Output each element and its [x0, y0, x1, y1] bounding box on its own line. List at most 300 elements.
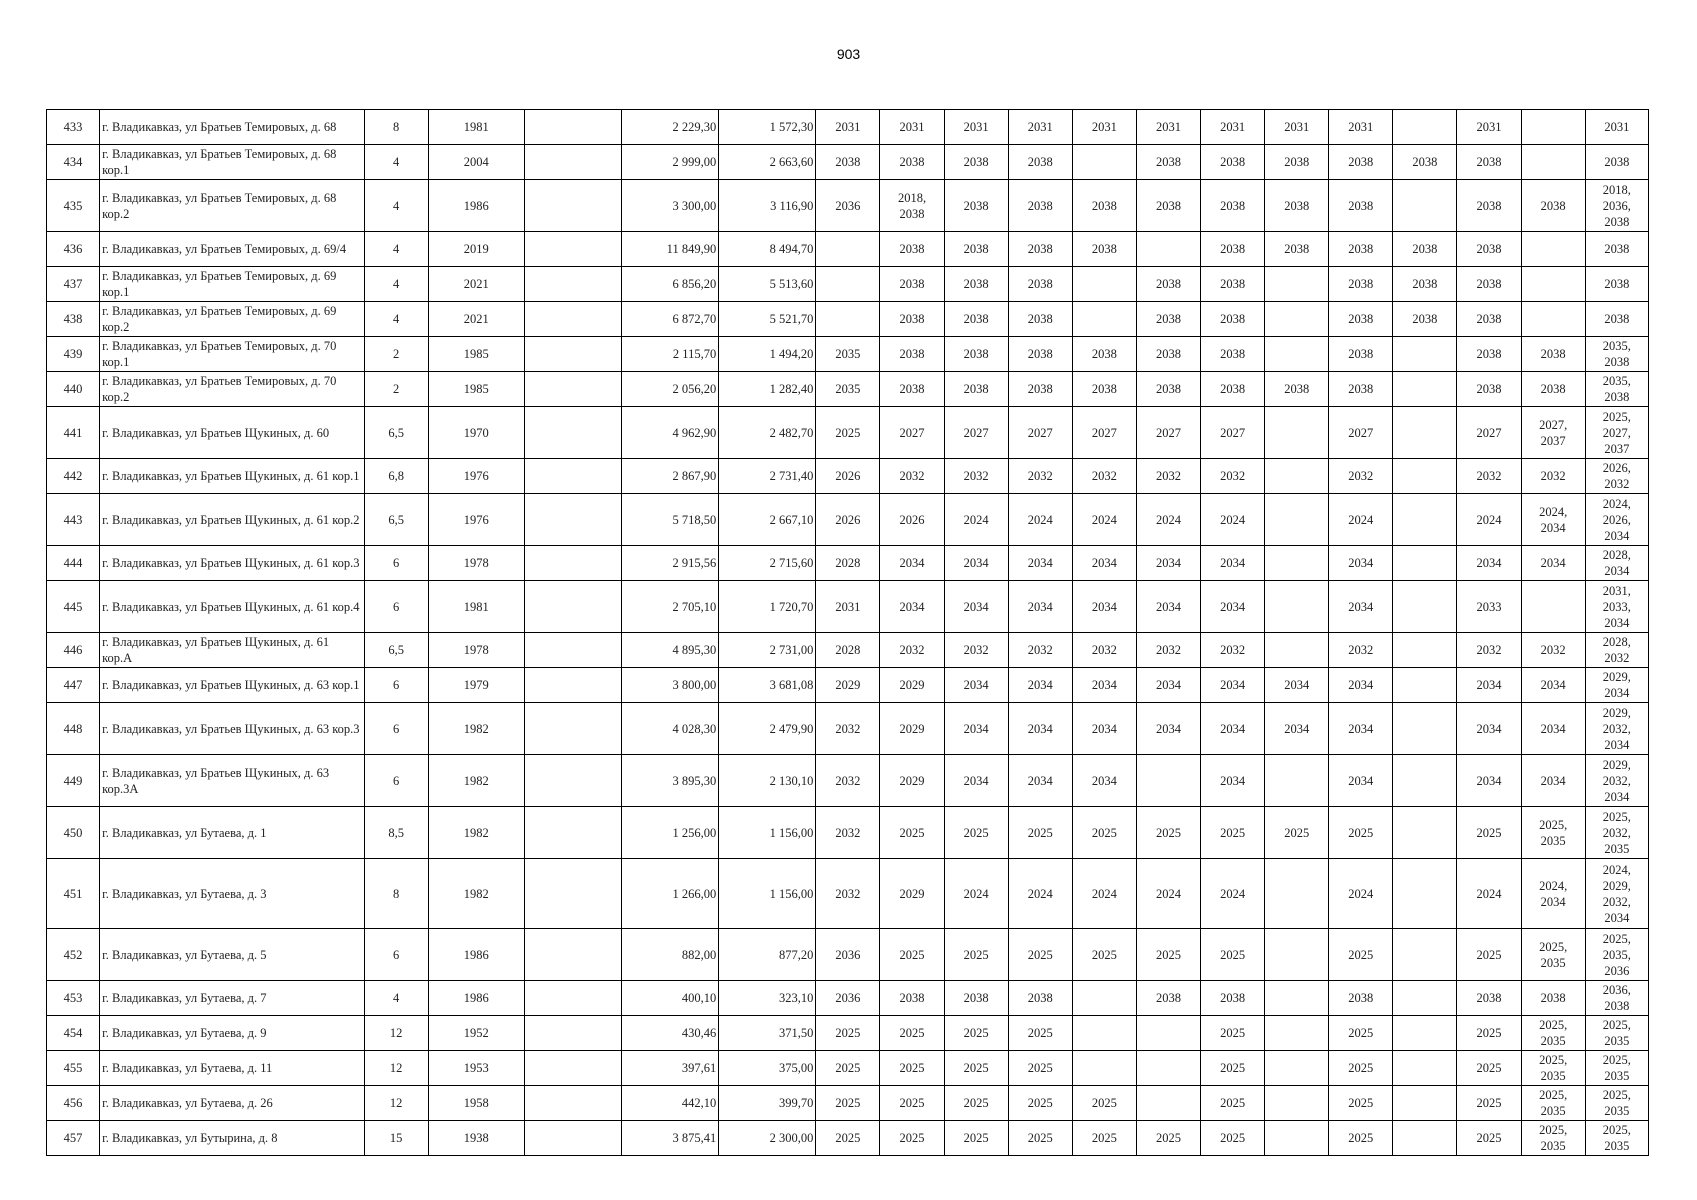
row-number-cell: 444 — [47, 546, 100, 581]
total-area-cell: 1 266,00 — [622, 859, 719, 929]
empty-cell — [524, 459, 621, 494]
repair-year-cell: 2031 — [1008, 110, 1072, 145]
total-area-cell: 397,61 — [622, 1051, 719, 1086]
row-number-cell: 455 — [47, 1051, 100, 1086]
repair-year-cell — [1393, 1086, 1457, 1121]
floors-cell: 6,8 — [364, 459, 428, 494]
living-area-cell: 399,70 — [719, 1086, 816, 1121]
empty-cell — [524, 145, 621, 180]
year-built-cell: 1938 — [428, 1121, 524, 1156]
repair-year-cell: 2032 — [816, 755, 880, 807]
repair-year-cell — [1136, 1051, 1200, 1086]
repair-year-cell: 2038 — [1136, 302, 1200, 337]
repair-year-cell: 2027 — [880, 407, 944, 459]
repair-year-cell: 2025, 2035 — [1585, 1121, 1648, 1156]
repair-year-cell: 2025 — [880, 807, 944, 859]
row-number-cell: 456 — [47, 1086, 100, 1121]
repair-year-cell: 2028, 2032 — [1585, 633, 1648, 668]
repair-year-cell: 2032 — [1008, 633, 1072, 668]
repair-year-cell: 2038 — [1329, 302, 1393, 337]
repair-year-cell — [1072, 145, 1136, 180]
living-area-cell: 3 116,90 — [719, 180, 816, 232]
repair-year-cell: 2031 — [1457, 110, 1521, 145]
repair-year-cell: 2034 — [1201, 755, 1265, 807]
repair-year-cell: 2025, 2035 — [1521, 929, 1585, 981]
total-area-cell: 3 895,30 — [622, 755, 719, 807]
repair-year-cell: 2031 — [1201, 110, 1265, 145]
repair-year-cell: 2024 — [1329, 859, 1393, 929]
total-area-cell: 2 229,30 — [622, 110, 719, 145]
floors-cell: 4 — [364, 180, 428, 232]
repair-year-cell — [1265, 302, 1329, 337]
repair-year-cell: 2034 — [1329, 755, 1393, 807]
repair-year-cell: 2025 — [816, 1051, 880, 1086]
floors-cell: 8 — [364, 110, 428, 145]
address-cell: г. Владикавказ, ул Бутаева, д. 9 — [100, 1016, 364, 1051]
repair-year-cell: 2038 — [880, 232, 944, 267]
repair-year-cell: 2029 — [880, 859, 944, 929]
total-area-cell: 11 849,90 — [622, 232, 719, 267]
address-cell: г. Владикавказ, ул Братьев Щукиных, д. 63 кор.3 — [100, 703, 364, 755]
repair-year-cell: 2018, 2036, 2038 — [1585, 180, 1648, 232]
repair-year-cell: 2025 — [1201, 1086, 1265, 1121]
repair-year-cell — [1136, 755, 1200, 807]
empty-cell — [524, 581, 621, 633]
repair-year-cell: 2025, 2035 — [1521, 1121, 1585, 1156]
address-cell: г. Владикавказ, ул Братьев Щукиных, д. 60 — [100, 407, 364, 459]
repair-year-cell: 2038 — [1265, 145, 1329, 180]
repair-year-cell: 2027 — [1201, 407, 1265, 459]
repair-year-cell: 2038 — [1329, 180, 1393, 232]
row-number-cell: 451 — [47, 859, 100, 929]
floors-cell: 12 — [364, 1051, 428, 1086]
repair-year-cell: 2038 — [1329, 267, 1393, 302]
repair-year-cell: 2032 — [816, 807, 880, 859]
repair-year-cell: 2038 — [1585, 302, 1648, 337]
repair-year-cell: 2038 — [1585, 145, 1648, 180]
repair-year-cell: 2038 — [1072, 232, 1136, 267]
repair-year-cell: 2038 — [1521, 981, 1585, 1016]
repair-year-cell: 2038 — [880, 145, 944, 180]
repair-year-cell: 2027 — [1329, 407, 1393, 459]
repair-year-cell — [1265, 755, 1329, 807]
total-area-cell: 2 705,10 — [622, 581, 719, 633]
repair-year-cell — [1136, 232, 1200, 267]
total-area-cell: 5 718,50 — [622, 494, 719, 546]
floors-cell: 6 — [364, 755, 428, 807]
repair-year-cell: 2025 — [944, 807, 1008, 859]
repair-year-cell: 2034 — [1008, 546, 1072, 581]
repair-year-cell: 2024, 2026, 2034 — [1585, 494, 1648, 546]
table-row — [47, 668, 1649, 703]
repair-year-cell: 2025, 2035 — [1585, 1086, 1648, 1121]
total-area-cell: 2 115,70 — [622, 337, 719, 372]
empty-cell — [524, 859, 621, 929]
address-cell: г. Владикавказ, ул Братьев Темировых, д. 70 кор.2 — [100, 372, 364, 407]
total-area-cell: 430,46 — [622, 1016, 719, 1051]
repair-year-cell: 2032 — [1072, 633, 1136, 668]
table-row — [47, 494, 1649, 546]
repair-year-cell: 2038 — [1457, 981, 1521, 1016]
repair-year-cell: 2034 — [1457, 668, 1521, 703]
repair-year-cell: 2038 — [1457, 302, 1521, 337]
repair-year-cell: 2036, 2038 — [1585, 981, 1648, 1016]
repair-year-cell: 2036 — [816, 180, 880, 232]
table-row — [47, 859, 1649, 929]
repair-year-cell — [1521, 232, 1585, 267]
repair-year-cell — [1265, 633, 1329, 668]
repair-year-cell: 2034 — [1072, 581, 1136, 633]
empty-cell — [524, 372, 621, 407]
table-row — [47, 302, 1649, 337]
repair-year-cell: 2038 — [1201, 372, 1265, 407]
row-number-cell: 445 — [47, 581, 100, 633]
repair-year-cell: 2032 — [1457, 633, 1521, 668]
year-built-cell: 1952 — [428, 1016, 524, 1051]
repair-year-cell: 2038 — [1072, 372, 1136, 407]
repair-year-cell: 2025, 2035 — [1521, 1016, 1585, 1051]
repair-year-cell: 2038 — [944, 145, 1008, 180]
living-area-cell: 3 681,08 — [719, 668, 816, 703]
row-number-cell: 448 — [47, 703, 100, 755]
total-area-cell: 2 867,90 — [622, 459, 719, 494]
repair-year-cell: 2034 — [880, 581, 944, 633]
repair-year-cell: 2036 — [816, 929, 880, 981]
repair-year-cell: 2024 — [944, 859, 1008, 929]
repair-year-cell: 2024 — [1457, 494, 1521, 546]
repair-year-cell: 2025 — [1008, 929, 1072, 981]
address-cell: г. Владикавказ, ул Братьев Щукиных, д. 61 кор.2 — [100, 494, 364, 546]
empty-cell — [524, 337, 621, 372]
repair-year-cell: 2025, 2035 — [1585, 1016, 1648, 1051]
repair-year-cell — [1393, 807, 1457, 859]
floors-cell: 4 — [364, 232, 428, 267]
repair-year-cell: 2025 — [1008, 1121, 1072, 1156]
repair-year-cell: 2024, 2034 — [1521, 494, 1585, 546]
repair-year-cell: 2038 — [1072, 180, 1136, 232]
repair-year-cell — [1072, 1016, 1136, 1051]
row-number-cell: 443 — [47, 494, 100, 546]
repair-year-cell: 2038 — [1136, 337, 1200, 372]
repair-year-cell: 2034 — [1457, 703, 1521, 755]
repair-year-cell — [1521, 110, 1585, 145]
repair-year-cell: 2029 — [880, 703, 944, 755]
repair-year-cell: 2025 — [880, 1051, 944, 1086]
row-number-cell: 447 — [47, 668, 100, 703]
floors-cell: 12 — [364, 1086, 428, 1121]
empty-cell — [524, 1051, 621, 1086]
living-area-cell: 2 300,00 — [719, 1121, 816, 1156]
repair-year-cell: 2034 — [1201, 668, 1265, 703]
year-built-cell: 2021 — [428, 302, 524, 337]
row-number-cell: 454 — [47, 1016, 100, 1051]
year-built-cell: 1982 — [428, 807, 524, 859]
repair-year-cell: 2038 — [1201, 302, 1265, 337]
repair-year-cell: 2034 — [1521, 668, 1585, 703]
repair-year-cell: 2034 — [1521, 755, 1585, 807]
repair-year-cell — [1265, 859, 1329, 929]
year-built-cell: 1981 — [428, 581, 524, 633]
total-area-cell: 4 895,30 — [622, 633, 719, 668]
repair-year-cell: 2034 — [1136, 703, 1200, 755]
repair-year-cell: 2038 — [1521, 180, 1585, 232]
repair-year-cell: 2034 — [1072, 755, 1136, 807]
year-built-cell: 1976 — [428, 459, 524, 494]
repair-year-cell: 2026, 2032 — [1585, 459, 1648, 494]
repair-year-cell: 2034 — [1329, 581, 1393, 633]
repair-year-cell: 2025 — [944, 1016, 1008, 1051]
repair-year-cell: 2033 — [1457, 581, 1521, 633]
repair-year-cell: 2024 — [1457, 859, 1521, 929]
repair-year-cell: 2024 — [1008, 859, 1072, 929]
repair-year-cell: 2038 — [1457, 145, 1521, 180]
empty-cell — [524, 494, 621, 546]
empty-cell — [524, 668, 621, 703]
repair-year-cell: 2025, 2035 — [1521, 1086, 1585, 1121]
address-cell: г. Владикавказ, ул Братьев Темировых, д. 69 кор.2 — [100, 302, 364, 337]
total-area-cell: 2 999,00 — [622, 145, 719, 180]
repair-year-cell: 2038 — [944, 180, 1008, 232]
repair-year-cell: 2032 — [1457, 459, 1521, 494]
row-number-cell: 457 — [47, 1121, 100, 1156]
total-area-cell: 1 256,00 — [622, 807, 719, 859]
repair-year-cell — [1393, 372, 1457, 407]
table-row — [47, 981, 1649, 1016]
repair-year-cell: 2038 — [1008, 145, 1072, 180]
repair-year-cell: 2025 — [816, 407, 880, 459]
year-built-cell: 1986 — [428, 929, 524, 981]
table-row — [47, 337, 1649, 372]
repair-year-cell: 2038 — [816, 145, 880, 180]
living-area-cell: 5 521,70 — [719, 302, 816, 337]
living-area-cell: 2 731,00 — [719, 633, 816, 668]
repair-year-cell — [1393, 1051, 1457, 1086]
repair-year-cell: 2034 — [1008, 581, 1072, 633]
repair-year-cell: 2025 — [880, 1121, 944, 1156]
repair-year-cell: 2034 — [1136, 668, 1200, 703]
repair-year-cell: 2029 — [880, 668, 944, 703]
row-number-cell: 436 — [47, 232, 100, 267]
repair-year-cell — [1265, 407, 1329, 459]
repair-year-cell: 2038 — [944, 337, 1008, 372]
table-row — [47, 929, 1649, 981]
repair-year-cell: 2032 — [1521, 459, 1585, 494]
address-cell: г. Владикавказ, ул Братьев Темировых, д. 68 кор.1 — [100, 145, 364, 180]
repair-year-cell — [1072, 1051, 1136, 1086]
living-area-cell: 1 156,00 — [719, 807, 816, 859]
repair-year-cell: 2025 — [1201, 1051, 1265, 1086]
repair-year-cell: 2038 — [1008, 372, 1072, 407]
address-cell: г. Владикавказ, ул Братьев Темировых, д. 68 — [100, 110, 364, 145]
repair-year-cell: 2024 — [1072, 859, 1136, 929]
address-cell: г. Владикавказ, ул Братьев Щукиных, д. 61 кор.А — [100, 633, 364, 668]
repair-year-cell — [1265, 337, 1329, 372]
repair-year-cell: 2031, 2033, 2034 — [1585, 581, 1648, 633]
repair-year-cell: 2025 — [1136, 807, 1200, 859]
repair-year-cell — [1265, 459, 1329, 494]
row-number-cell: 452 — [47, 929, 100, 981]
repair-year-cell: 2034 — [1008, 668, 1072, 703]
year-built-cell: 1981 — [428, 110, 524, 145]
table-row — [47, 145, 1649, 180]
repair-year-cell: 2024, 2029, 2032, 2034 — [1585, 859, 1648, 929]
repair-year-cell: 2025 — [1457, 929, 1521, 981]
table-row — [47, 807, 1649, 859]
repair-year-cell: 2034 — [1008, 755, 1072, 807]
repair-year-cell: 2038 — [1457, 267, 1521, 302]
repair-year-cell: 2025 — [1072, 1121, 1136, 1156]
floors-cell: 4 — [364, 145, 428, 180]
repair-year-cell: 2038 — [1201, 337, 1265, 372]
table-row — [47, 1121, 1649, 1156]
repair-year-cell: 2034 — [1072, 703, 1136, 755]
floors-cell: 4 — [364, 267, 428, 302]
repair-year-cell: 2031 — [1136, 110, 1200, 145]
repair-year-cell — [1393, 1121, 1457, 1156]
repair-year-cell: 2034 — [880, 546, 944, 581]
repair-year-cell: 2038 — [1521, 372, 1585, 407]
row-number-cell: 437 — [47, 267, 100, 302]
repair-year-cell: 2029 — [880, 755, 944, 807]
table-row — [47, 581, 1649, 633]
living-area-cell: 1 720,70 — [719, 581, 816, 633]
repair-year-cell: 2038 — [1521, 337, 1585, 372]
floors-cell: 6 — [364, 703, 428, 755]
repair-year-cell: 2038 — [1329, 145, 1393, 180]
living-area-cell: 1 282,40 — [719, 372, 816, 407]
repair-year-cell: 2025 — [880, 929, 944, 981]
repair-year-cell: 2038 — [880, 981, 944, 1016]
repair-year-cell: 2027 — [1136, 407, 1200, 459]
repair-year-cell: 2032 — [1008, 459, 1072, 494]
table-row — [47, 1016, 1649, 1051]
living-area-cell: 2 482,70 — [719, 407, 816, 459]
year-built-cell: 1986 — [428, 180, 524, 232]
repair-year-cell: 2025 — [1008, 1051, 1072, 1086]
year-built-cell: 1982 — [428, 859, 524, 929]
repair-year-cell: 2025 — [1072, 929, 1136, 981]
repair-year-cell: 2034 — [1457, 546, 1521, 581]
repair-year-cell: 2027, 2037 — [1521, 407, 1585, 459]
repair-year-cell: 2028 — [816, 546, 880, 581]
year-built-cell: 1985 — [428, 372, 524, 407]
year-built-cell: 1976 — [428, 494, 524, 546]
living-area-cell: 5 513,60 — [719, 267, 816, 302]
repair-year-cell: 2025, 2035 — [1521, 1051, 1585, 1086]
repair-year-cell: 2027 — [1072, 407, 1136, 459]
repair-year-cell: 2026 — [816, 494, 880, 546]
repair-year-cell: 2035 — [816, 372, 880, 407]
row-number-cell: 439 — [47, 337, 100, 372]
floors-cell: 4 — [364, 981, 428, 1016]
table-row — [47, 459, 1649, 494]
year-built-cell: 2004 — [428, 145, 524, 180]
repair-year-cell — [1393, 337, 1457, 372]
repair-year-cell: 2032 — [1136, 459, 1200, 494]
repair-year-cell: 2038 — [1008, 267, 1072, 302]
empty-cell — [524, 546, 621, 581]
repair-year-cell — [1265, 1121, 1329, 1156]
repair-year-cell: 2034 — [1521, 703, 1585, 755]
living-area-cell: 375,00 — [719, 1051, 816, 1086]
year-built-cell: 1958 — [428, 1086, 524, 1121]
repair-year-cell — [816, 302, 880, 337]
repair-year-cell: 2034 — [944, 755, 1008, 807]
table-row — [47, 232, 1649, 267]
year-built-cell: 1982 — [428, 755, 524, 807]
repair-year-cell: 2031 — [1329, 110, 1393, 145]
floors-cell: 8,5 — [364, 807, 428, 859]
repair-year-cell: 2025 — [1457, 1016, 1521, 1051]
repair-year-cell — [1072, 302, 1136, 337]
repair-year-cell — [1265, 929, 1329, 981]
repair-year-cell: 2038 — [1201, 145, 1265, 180]
repair-year-cell: 2031 — [1072, 110, 1136, 145]
repair-year-cell: 2034 — [944, 581, 1008, 633]
living-area-cell: 8 494,70 — [719, 232, 816, 267]
repair-year-cell: 2038 — [1136, 372, 1200, 407]
empty-cell — [524, 267, 621, 302]
total-area-cell: 4 962,90 — [622, 407, 719, 459]
repair-year-cell: 2032 — [1521, 633, 1585, 668]
address-cell: г. Владикавказ, ул Братьев Щукиных, д. 61 кор.1 — [100, 459, 364, 494]
floors-cell: 6 — [364, 929, 428, 981]
repair-year-cell: 2038 — [1008, 302, 1072, 337]
repair-year-cell: 2032 — [1072, 459, 1136, 494]
repair-year-cell: 2025 — [880, 1086, 944, 1121]
repair-year-cell: 2034 — [1008, 703, 1072, 755]
repair-year-cell: 2028, 2034 — [1585, 546, 1648, 581]
housing-registry-table — [46, 109, 1649, 1156]
repair-year-cell: 2034 — [1201, 546, 1265, 581]
total-area-cell: 882,00 — [622, 929, 719, 981]
address-cell: г. Владикавказ, ул Бутаева, д. 3 — [100, 859, 364, 929]
repair-year-cell: 2038 — [1457, 180, 1521, 232]
empty-cell — [524, 703, 621, 755]
repair-year-cell: 2034 — [1265, 668, 1329, 703]
repair-year-cell: 2038 — [1008, 180, 1072, 232]
living-area-cell: 2 479,90 — [719, 703, 816, 755]
repair-year-cell — [1265, 981, 1329, 1016]
repair-year-cell: 2027 — [1457, 407, 1521, 459]
repair-year-cell: 2025 — [1329, 1016, 1393, 1051]
repair-year-cell — [1393, 929, 1457, 981]
repair-year-cell: 2025 — [1136, 1121, 1200, 1156]
repair-year-cell: 2018, 2038 — [880, 180, 944, 232]
address-cell: г. Владикавказ, ул Братьев Щукиных, д. 63 кор.1 — [100, 668, 364, 703]
repair-year-cell: 2034 — [944, 668, 1008, 703]
repair-year-cell: 2025 — [1201, 1016, 1265, 1051]
repair-year-cell: 2038 — [1457, 372, 1521, 407]
floors-cell: 15 — [364, 1121, 428, 1156]
address-cell: г. Владикавказ, ул Братьев Темировых, д. 70 кор.1 — [100, 337, 364, 372]
repair-year-cell: 2035, 2038 — [1585, 337, 1648, 372]
repair-year-cell: 2034 — [1072, 546, 1136, 581]
repair-year-cell: 2038 — [1329, 372, 1393, 407]
year-built-cell: 1985 — [428, 337, 524, 372]
repair-year-cell: 2038 — [1072, 337, 1136, 372]
repair-year-cell: 2027 — [944, 407, 1008, 459]
address-cell: г. Владикавказ, ул Братьев Щукиных, д. 61 кор.4 — [100, 581, 364, 633]
table-row — [47, 1086, 1649, 1121]
repair-year-cell: 2025 — [1136, 929, 1200, 981]
floors-cell: 6,5 — [364, 494, 428, 546]
repair-year-cell: 2025 — [1072, 807, 1136, 859]
repair-year-cell: 2024, 2034 — [1521, 859, 1585, 929]
repair-year-cell: 2032 — [1329, 633, 1393, 668]
row-number-cell: 449 — [47, 755, 100, 807]
row-number-cell: 450 — [47, 807, 100, 859]
